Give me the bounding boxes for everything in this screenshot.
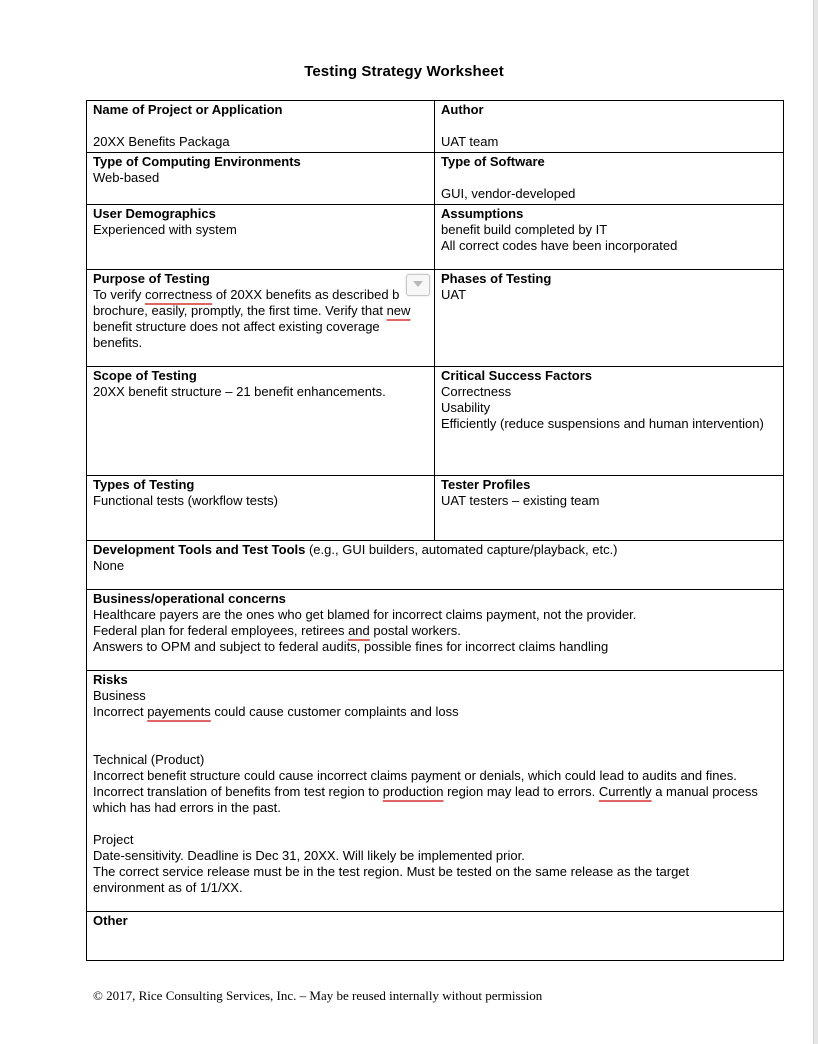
- demographics-cell: [87, 205, 435, 270]
- csf-line: Correctness: [441, 384, 512, 399]
- demographics-value: Experienced with system: [93, 222, 237, 237]
- spellcheck-word[interactable]: Currently: [598, 784, 652, 799]
- demographics-heading: User Demographics: [93, 206, 216, 221]
- computing-value: Web-based: [93, 170, 160, 185]
- concerns-line: Answers to OPM and subject to federal audits, possible fines for incorrect claims handling: [93, 639, 609, 654]
- tools-cell: [87, 541, 784, 590]
- purpose-line: To verify correctness of 20XX benefits as described b: [93, 287, 400, 302]
- concerns-line: Federal plan for federal employees, retirees and postal workers.: [93, 623, 461, 638]
- page-edge: [813, 0, 818, 1044]
- table-row: [87, 590, 784, 671]
- csf-line: Efficiently (reduce suspensions and human intervention): [441, 416, 764, 431]
- csf-cell: [435, 367, 784, 476]
- profiles-value: UAT testers – existing team: [441, 493, 600, 508]
- risks-line: Date-sensitivity. Deadline is Dec 31, 20XX. Will likely be implemented prior.: [93, 848, 525, 863]
- risks-cell: [87, 671, 784, 912]
- risks-line: Incorrect benefit structure could cause incorrect claims payment or denials, which could lead to audits and fines.: [93, 768, 737, 783]
- purpose-line: brochure, easily, promptly, the first time. Verify that new: [93, 303, 411, 318]
- assumptions-line: All correct codes have been incorporated: [441, 238, 678, 253]
- table-row: [87, 541, 784, 590]
- project-heading: Name of Project or Application: [93, 102, 283, 117]
- risks-line: which has had errors in the past.: [93, 800, 281, 815]
- table-row: [87, 205, 784, 270]
- spellcheck-word[interactable]: payements: [147, 704, 211, 719]
- tools-heading: Development Tools and Test Tools: [93, 542, 306, 557]
- software-value: GUI, vendor-developed: [441, 186, 576, 201]
- assumptions-cell: [435, 205, 784, 270]
- spellcheck-word[interactable]: and: [348, 623, 370, 638]
- purpose-heading: Purpose of Testing: [93, 271, 210, 286]
- phases-heading: Phases of Testing: [441, 271, 552, 286]
- purpose-cell: [87, 270, 435, 367]
- table-row: [87, 671, 784, 912]
- risks-technical-label: Technical (Product): [93, 752, 205, 767]
- computing-cell: [87, 153, 435, 205]
- phases-cell: [435, 270, 784, 367]
- author-heading: Author: [441, 102, 484, 117]
- purpose-line: benefits.: [93, 335, 143, 350]
- computing-heading: Type of Computing Environments: [93, 154, 301, 169]
- project-cell: [87, 101, 435, 153]
- other-cell[interactable]: [87, 912, 784, 961]
- risks-project-label: Project: [93, 832, 134, 847]
- risks-line: Incorrect translation of benefits from test region to production region may lead to errors. Currently a manual process: [93, 784, 758, 799]
- concerns-cell: [87, 590, 784, 671]
- concerns-heading: Business/operational concerns: [93, 591, 286, 606]
- profiles-heading: Tester Profiles: [441, 477, 531, 492]
- types-heading: Types of Testing: [93, 477, 195, 492]
- risks-line: environment as of 1/1/XX.: [93, 880, 243, 895]
- assumptions-heading: Assumptions: [441, 206, 524, 221]
- tools-note: (e.g., GUI builders, automated capture/playback, etc.): [305, 542, 618, 557]
- profiles-cell: [435, 476, 784, 541]
- concerns-line: Healthcare payers are the ones who get blamed for incorrect claims payment, not the provider.: [93, 607, 637, 622]
- worksheet-table: [86, 100, 784, 961]
- software-cell: [435, 153, 784, 205]
- risks-line: The correct service release must be in the test region. Must be tested on the same release as the target: [93, 864, 690, 879]
- spellcheck-word[interactable]: production: [382, 784, 444, 799]
- types-cell: [87, 476, 435, 541]
- tools-value: None: [93, 558, 125, 573]
- table-row: [87, 270, 784, 367]
- software-heading: Type of Software: [441, 154, 545, 169]
- assumptions-line: benefit build completed by IT: [441, 222, 608, 237]
- project-value: 20XX Benefits Packaga: [93, 134, 230, 149]
- other-heading: Other: [93, 913, 128, 928]
- spellcheck-word[interactable]: correctness: [145, 287, 213, 302]
- author-value: UAT team: [441, 134, 499, 149]
- phases-value: UAT: [441, 287, 467, 302]
- table-row: [87, 101, 784, 153]
- copyright-footer: © 2017, Rice Consulting Services, Inc. – May be reused internally without permission: [93, 988, 543, 1003]
- csf-heading: Critical Success Factors: [441, 368, 593, 383]
- types-value: Functional tests (workflow tests): [93, 493, 278, 508]
- purpose-line: benefit structure does not affect existing coverage: [93, 319, 380, 334]
- comment-dropdown-button[interactable]: [406, 274, 430, 296]
- spellcheck-word[interactable]: new: [386, 303, 411, 318]
- tools-heading-line: [93, 542, 777, 558]
- table-row: [87, 476, 784, 541]
- table-row: [87, 153, 784, 205]
- author-cell: [435, 101, 784, 153]
- table-row: [87, 912, 784, 961]
- page-title: Testing Strategy Worksheet: [304, 63, 504, 80]
- chevron-down-icon: [412, 280, 424, 288]
- risks-business-label: Business: [93, 688, 146, 703]
- risks-line: Incorrect payements could cause customer complaints and loss: [93, 704, 459, 719]
- risks-heading: Risks: [93, 672, 128, 687]
- scope-cell: [87, 367, 435, 476]
- scope-heading: Scope of Testing: [93, 368, 197, 383]
- table-row: [87, 367, 784, 476]
- scope-value: 20XX benefit structure – 21 benefit enhancements.: [93, 384, 386, 399]
- csf-line: Usability: [441, 400, 491, 415]
